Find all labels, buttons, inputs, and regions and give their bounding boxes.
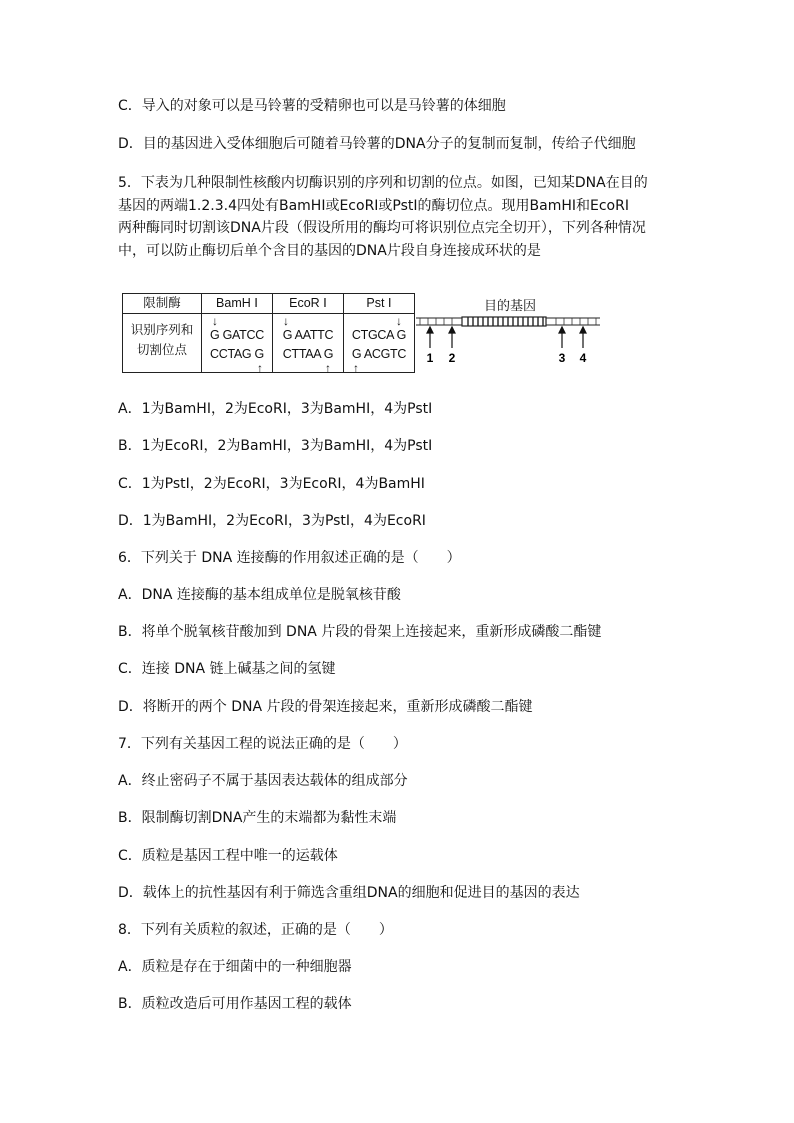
q6-option-d: D．将断开的两个 DNA 片段的骨架连接起来，重新形成磷酸二酯键 [118, 699, 533, 715]
site-label-3: 3 [558, 351, 566, 365]
q5-option-c: C．1为PstⅠ，2为EcoRⅠ，3为EcoRⅠ，4为BamHⅠ [118, 476, 425, 492]
q6-option-a: A．DNA 连接酶的基本组成单位是脱氧核苷酸 [118, 587, 401, 603]
sequence-bottom: G ACGTC [351, 347, 407, 361]
q8-stem: 8．下列有关质粒的叙述，正确的是（ ） [118, 922, 393, 938]
q4-option-c: C．导入的对象可以是马铃薯的受精卵也可以是马铃薯的体细胞 [118, 98, 506, 114]
cut-arrow-up-icon: ↑ [353, 361, 359, 375]
q5-option-b: B．1为EcoRⅠ，2为BamHⅠ，3为BamHⅠ，4为PstⅠ [118, 438, 433, 454]
sequence-bamhi [202, 314, 273, 373]
q4-option-d: D．目的基因进入受体细胞后可随着马铃薯的DNA分子的复制而复制，传给子代细胞 [118, 136, 636, 152]
sequence-bottom: CTTAA G [282, 347, 334, 361]
cut-arrow-down-icon: ↓ [283, 314, 289, 328]
gene-diagram [416, 296, 600, 366]
cut-arrow-down-icon: ↓ [212, 314, 218, 328]
table-header-label: 限制酶 [123, 294, 202, 314]
q5-stem-line: 两种酶同时切割该DNA片段（假设所用的酶均可将识别位点完全切开），下列各种情况 [118, 220, 646, 236]
q8-option-b: B．质粒改造后可用作基因工程的载体 [118, 996, 352, 1012]
enzyme-name-ecori: EcoR Ⅰ [273, 294, 344, 314]
site-label-2: 2 [448, 351, 456, 365]
q5-stem [118, 172, 678, 262]
q5-stem-line: 基因的两端1.2.3.4四处有BamHⅠ或EcoRⅠ或PstⅠ的酶切位点。现用BamHⅠ和EcoRⅠ [118, 197, 629, 214]
cut-arrow-up-icon: ↑ [325, 361, 331, 375]
q7-option-c: C．质粒是基因工程中唯一的运载体 [118, 848, 338, 864]
sequence-ecori [273, 314, 344, 373]
table-row-label [123, 314, 202, 373]
row-label-line: 识别序列和 [130, 322, 194, 337]
q7-option-a: A．终止密码子不属于基因表达载体的组成部分 [118, 773, 408, 789]
sequence-top: G AATTC [282, 328, 334, 342]
site-label-1: 1 [426, 351, 434, 365]
sequence-top: G GATCC [210, 328, 264, 342]
cut-arrow-up-icon: ↑ [257, 361, 263, 375]
enzyme-name-psti: Pst Ⅰ [344, 294, 415, 314]
q6-option-b: B．将单个脱氧核苷酸加到 DNA 片段的骨架上连接起来，重新形成磷酸二酯键 [118, 624, 602, 640]
row-label-line: 切割位点 [136, 342, 187, 357]
restriction-enzyme-table [122, 293, 415, 373]
q7-option-b: B．限制酶切割DNA产生的末端都为黏性末端 [118, 810, 397, 826]
sequence-top: CTGCA G [351, 328, 407, 342]
cut-arrow-down-icon: ↓ [396, 314, 402, 328]
q5-option-d: D．1为BamHⅠ，2为EcoRⅠ，3为PstⅠ，4为EcoRⅠ [118, 513, 426, 529]
q6-option-c: C．连接 DNA 链上碱基之间的氢键 [118, 661, 336, 677]
sequence-psti [344, 314, 415, 373]
enzyme-name-bamhi: BamH Ⅰ [202, 294, 273, 314]
q5-stem-line: 5．下表为几种限制性核酸内切酶识别的序列和切割的位点。如图，已知某DNA在目的 [118, 175, 648, 191]
cut-site-arrows [427, 327, 586, 348]
site-label-4: 4 [579, 351, 587, 365]
gene-label: 目的基因 [483, 299, 537, 314]
q7-stem: 7．下列有关基因工程的说法正确的是（ ） [118, 736, 407, 752]
q5-option-a: A．1为BamHⅠ，2为EcoRⅠ，3为BamHⅠ，4为PstⅠ [118, 401, 433, 417]
sequence-bottom: CCTAG G [210, 347, 264, 361]
q6-stem: 6．下列关于 DNA 连接酶的作用叙述正确的是（ ） [118, 550, 461, 566]
q8-option-a: A．质粒是存在于细菌中的一种细胞器 [118, 959, 352, 975]
q7-option-d: D．载体上的抗性基因有利于筛选含重组DNA的细胞和促进目的基因的表达 [118, 885, 580, 901]
q5-stem-line: 中，可以防止酶切后单个含目的基因的DNA片段自身连接成环状的是 [118, 242, 541, 259]
